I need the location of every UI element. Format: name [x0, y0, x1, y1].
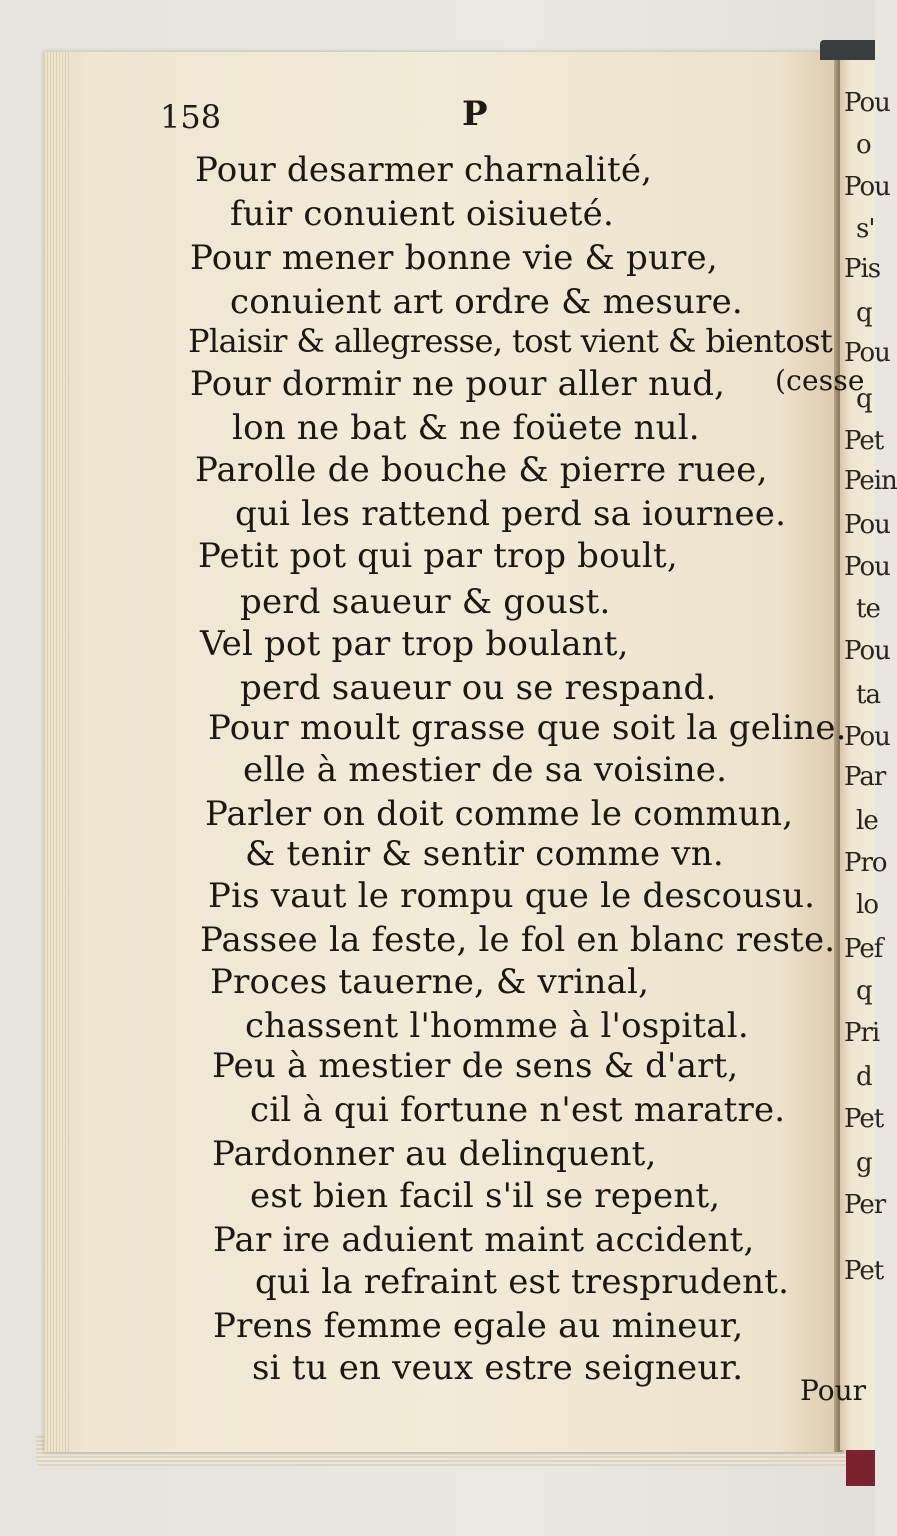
verse-line: Pour desarmer charnalité,	[195, 150, 653, 190]
verse-line: Pour dormir ne pour aller nud,	[190, 364, 726, 404]
cover-bottom-corner	[846, 1450, 875, 1486]
verse-line: & tenir & sentir comme vn.	[245, 834, 724, 874]
verse-line: Pardonner au delinquent,	[212, 1134, 657, 1174]
next-page-fragment: ta	[856, 680, 880, 710]
next-page-fragment: Par	[844, 762, 886, 792]
page-number: 158	[160, 98, 222, 136]
verse-line: Pis vaut le rompu que le descousu.	[208, 876, 816, 916]
verse-line: elle à mestier de sa voisine.	[243, 750, 728, 790]
next-page-fragment: Pou	[844, 172, 890, 202]
next-page-fragment: o	[856, 130, 871, 160]
verse-line: Petit pot qui par trop boult,	[198, 536, 678, 576]
next-page-fragment: Pis	[844, 254, 881, 284]
verse-line: Parler on doit comme le commun,	[205, 794, 794, 834]
verse-line: Pour moult grasse que soit la geline.	[208, 708, 847, 748]
verse-line: Prens femme egale au mineur,	[213, 1306, 744, 1346]
verse-line: Plaisir & allegresse, tost vient & bientost	[188, 322, 833, 360]
verse-line: Passee la feste, le fol en blanc reste.	[200, 920, 836, 960]
next-page-fragment: Pou	[844, 338, 890, 368]
next-page-fragment: Pou	[844, 510, 890, 540]
next-page-fragment: lo	[856, 890, 878, 920]
next-page-sliver	[840, 60, 897, 1450]
next-page-fragment: Pet	[844, 1104, 884, 1134]
next-page-fragment: le	[856, 806, 878, 836]
verse-line: est bien facil s'il se repent,	[250, 1176, 721, 1216]
verse-line: Par ire aduient maint accident,	[213, 1220, 755, 1260]
verse-line: fuir conuient oisiueté.	[230, 194, 614, 234]
cover-top-corner	[820, 40, 875, 60]
next-page-fragment: q	[856, 976, 872, 1006]
next-page-fragment: Pef	[844, 934, 883, 964]
verse-line: (cesse	[775, 364, 865, 397]
catchword: Pour	[800, 1374, 866, 1407]
next-page-fragment: Pet	[844, 1256, 884, 1286]
verse-line: cil à qui fortune n'est maratre.	[250, 1090, 786, 1130]
next-page-fragment: Pro	[844, 848, 887, 878]
next-page-fragment: g	[856, 1148, 872, 1178]
next-page-fragment: q	[856, 384, 872, 414]
next-page-fragment: Pou	[844, 636, 890, 666]
verse-line: chassent l'homme à l'ospital.	[245, 1006, 749, 1046]
next-page-fragment: Pou	[844, 88, 890, 118]
next-page-fragment: Pou	[844, 552, 890, 582]
next-page-fragment: Pet	[844, 426, 884, 456]
verse-line: perd saueur & goust.	[240, 582, 611, 622]
next-page-fragment: te	[856, 594, 880, 624]
verse-line: Vel pot par trop boulant,	[200, 624, 629, 664]
verse-line: si tu en veux estre seigneur.	[252, 1348, 744, 1388]
verse-line: qui la refraint est tresprudent.	[255, 1262, 790, 1302]
signature-mark: P	[462, 94, 488, 134]
next-page-fragment: Pri	[844, 1018, 880, 1048]
next-page-fragment: Per	[844, 1190, 886, 1220]
next-page-fragment: Pou	[844, 722, 890, 752]
next-page-fragment: d	[856, 1062, 872, 1092]
verse-line: qui les rattend perd sa iournee.	[235, 494, 787, 534]
verse-line: Parolle de bouche & pierre ruee,	[195, 450, 768, 490]
next-page-fragment: q	[856, 298, 872, 328]
verse-line: Peu à mestier de sens & d'art,	[212, 1046, 739, 1086]
page-stack-left-edge	[44, 52, 70, 1452]
verse-line: Pour mener bonne vie & pure,	[190, 238, 718, 278]
verse-line: conuient art ordre & mesure.	[230, 282, 743, 322]
next-page-fragment: Pein	[844, 466, 897, 496]
verse-line: Proces tauerne, & vrinal,	[210, 962, 650, 1002]
next-page-fragment: s'	[856, 214, 875, 244]
verse-line: perd saueur ou se respand.	[240, 668, 717, 708]
verse-line: lon ne bat & ne foüete nul.	[232, 408, 700, 448]
